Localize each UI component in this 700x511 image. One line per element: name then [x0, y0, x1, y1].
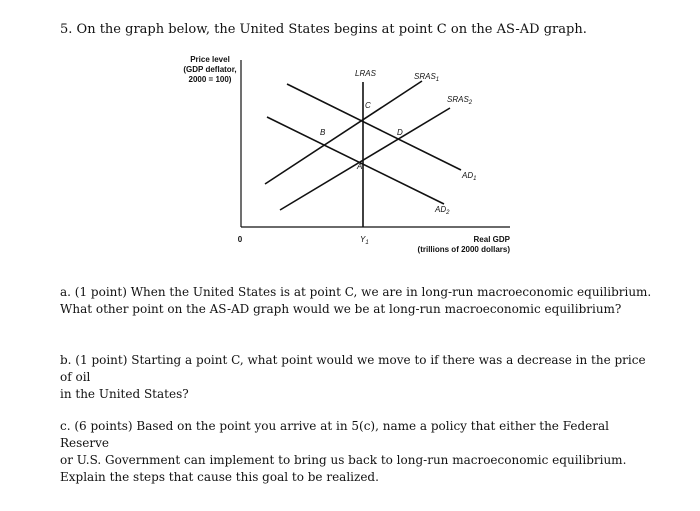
question-title: [60, 22, 587, 38]
ad2-label: $AD_2$: [435, 205, 450, 216]
question-number: 5.: [60, 22, 73, 37]
lras-label: LRAS: [355, 69, 376, 78]
x-axis-label-line-1: Real GDP: [473, 235, 510, 244]
y-axis-label-line-3: 2000 = 100): [188, 75, 232, 84]
point-b-label: B: [320, 128, 326, 137]
part-b-line-1: b. (1 point) Starting a point C, what point would we move to if there was a decrease in the price of oil: [60, 353, 646, 384]
point-d-label: D: [397, 128, 403, 137]
part-a: [60, 284, 660, 318]
sras2-label: $SRAS_2$: [447, 95, 473, 106]
y-axis-label-line-2: (GDP deflator,: [183, 65, 237, 74]
point-a-label: A: [357, 162, 363, 171]
question-intro: On the graph below, the United States begins at point C on the AS-AD graph.: [76, 22, 587, 37]
part-b-line-2: in the United States?: [60, 387, 189, 401]
as-ad-graph: [160, 52, 540, 257]
y1-label: $Y_1$: [360, 235, 369, 246]
part-c: [60, 418, 660, 486]
part-a-line-2: What other point on the AS-AD graph would we be at long-run macroeconomic equilibrium?: [60, 302, 622, 316]
sras1-label: $SRAS_1$: [414, 72, 440, 83]
part-c-line-2: or U.S. Government can implement to bring us back to long-run macroeconomic equilibrium.: [60, 453, 627, 467]
origin-label: 0: [237, 235, 243, 244]
ad1-label: $AD_1$: [462, 171, 477, 182]
as-ad-graph-svg: [160, 52, 540, 257]
part-a-line-1: a. (1 point) When the United States is at point C, we are in long-run macroeconomic equilibrium.: [60, 285, 652, 299]
ad2-line: [267, 117, 444, 204]
point-c-label: C: [365, 101, 371, 110]
y-axis-label-line-1: Price level: [190, 55, 230, 64]
part-b: [60, 352, 660, 403]
part-c-line-3: Explain the steps that cause this goal to be realized.: [60, 470, 379, 484]
ad1-line: [287, 84, 461, 170]
part-c-line-1: c. (6 points) Based on the point you arrive at in 5(c), name a policy that either the Federal Reserve: [60, 419, 610, 450]
x-axis-label-line-2: (trillions of 2000 dollars): [417, 245, 510, 254]
